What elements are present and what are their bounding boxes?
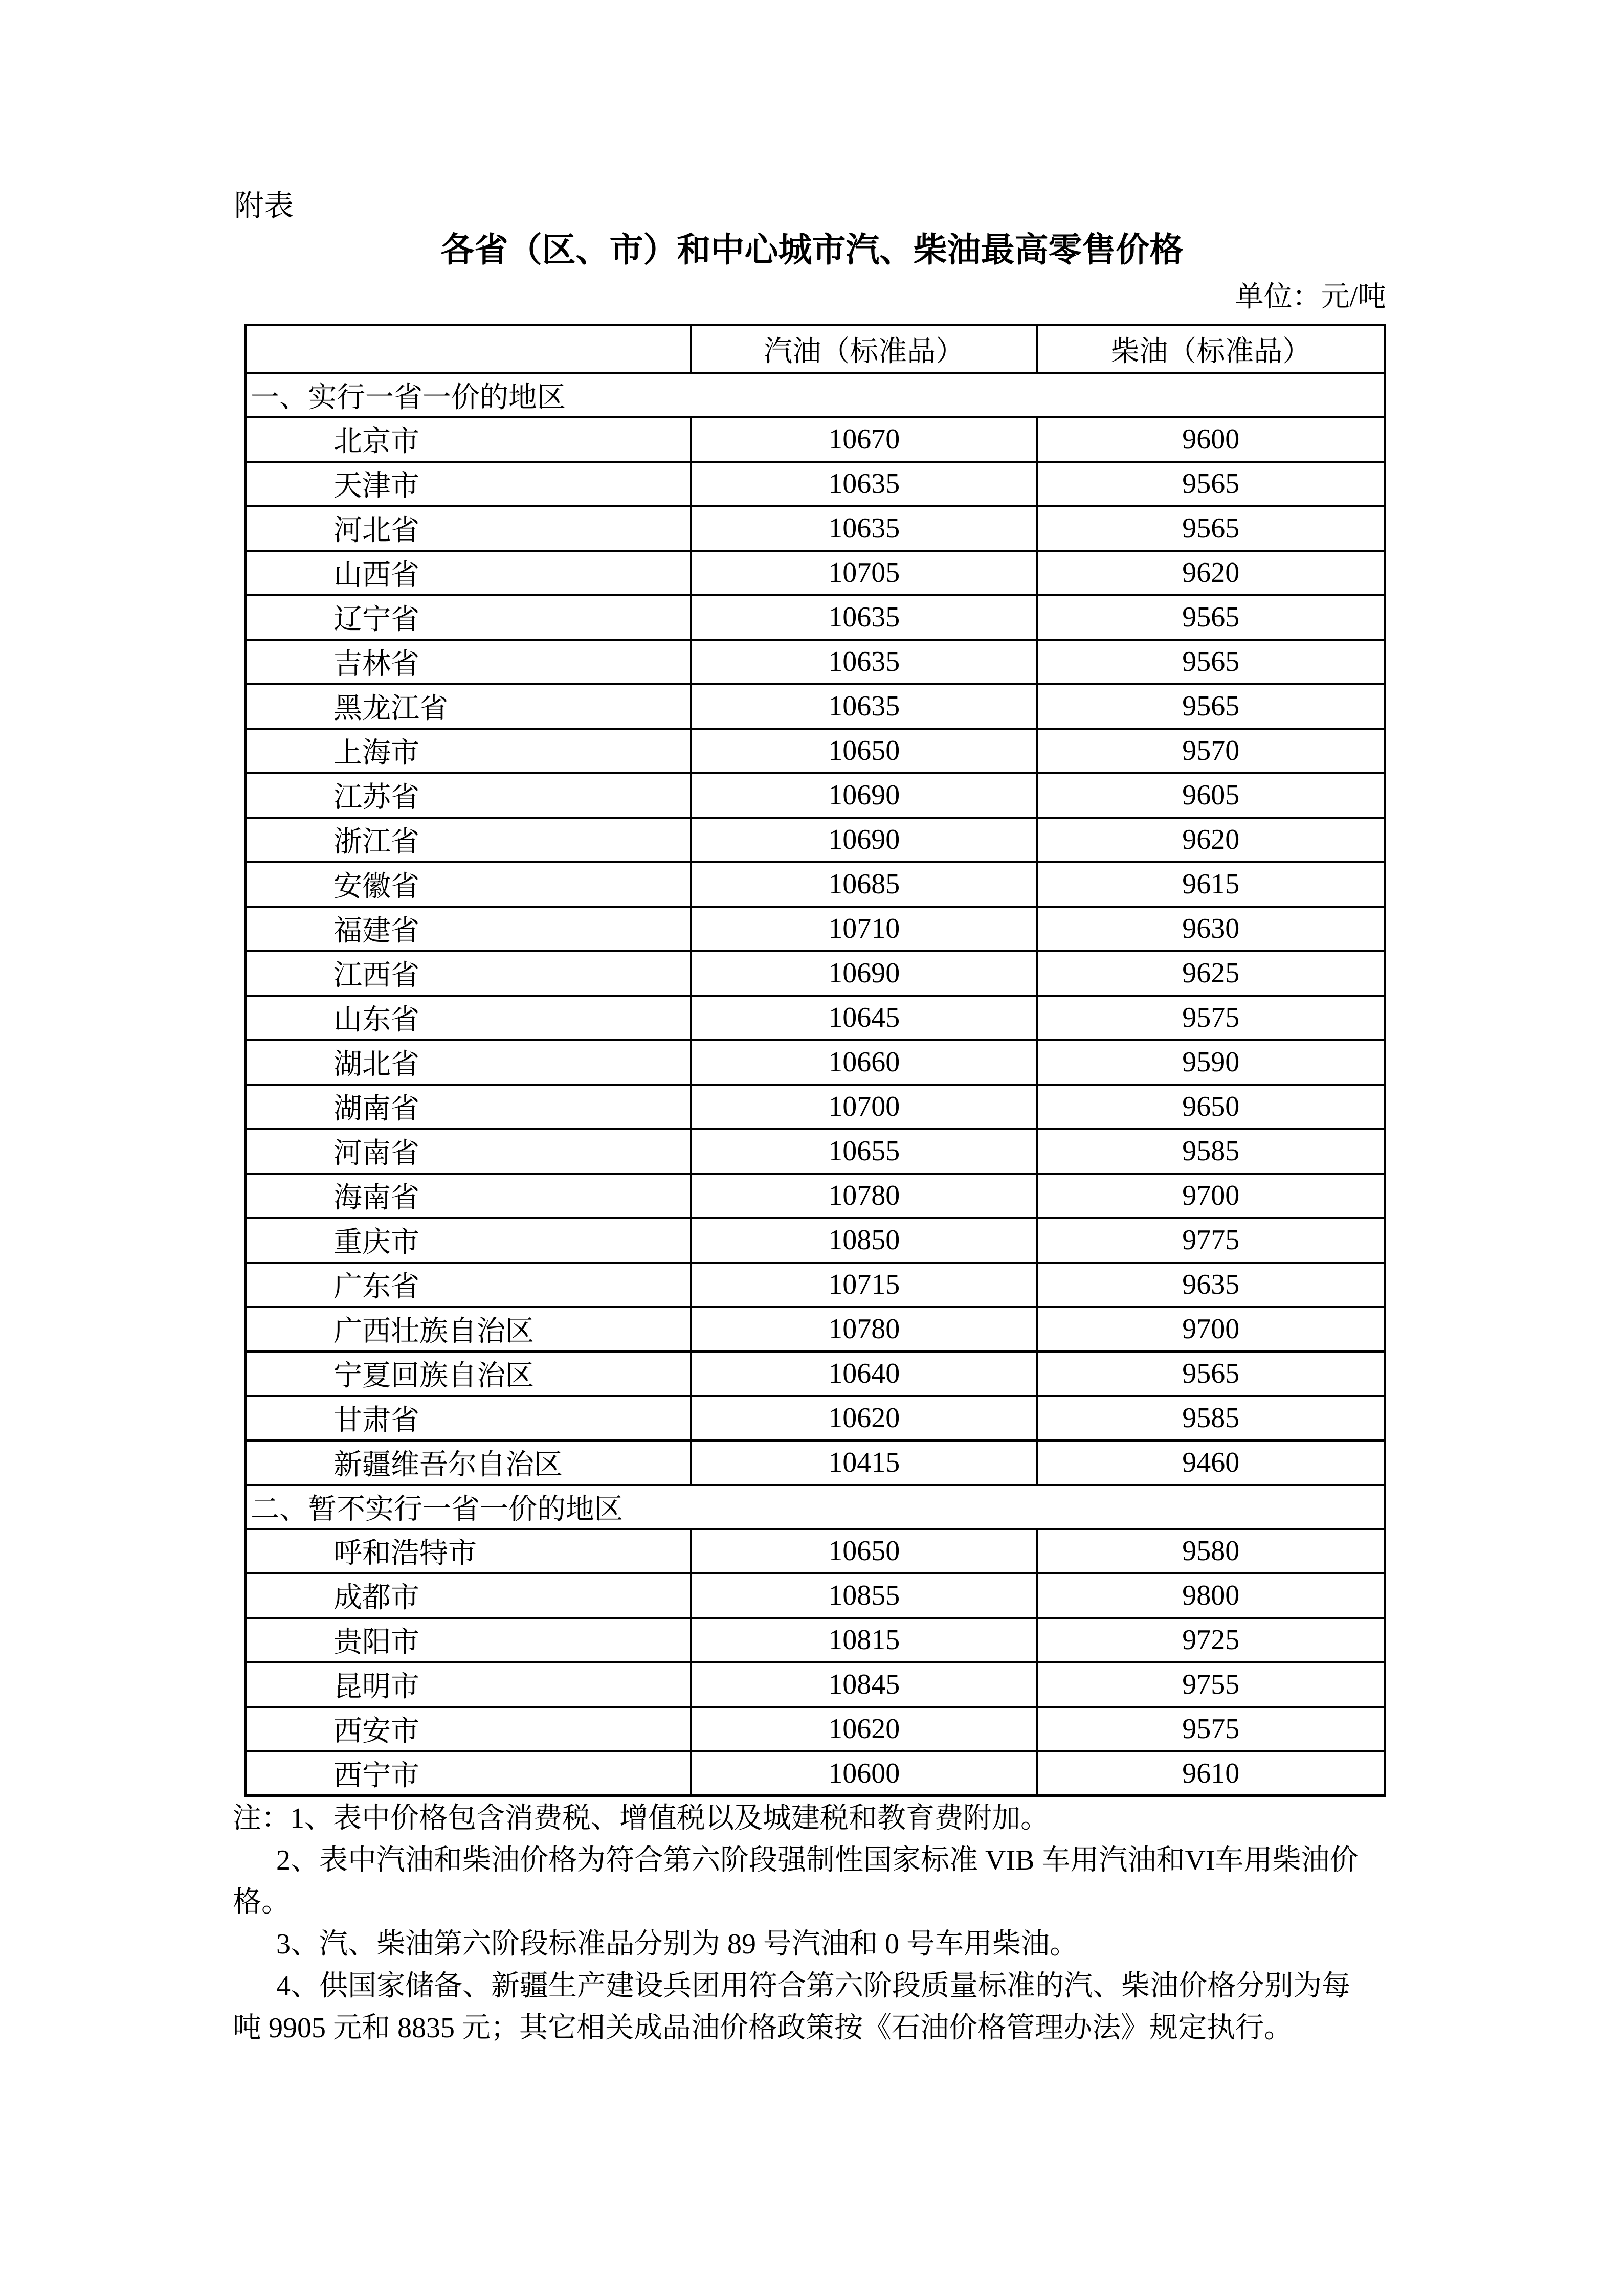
diesel-price-cell: 9605: [1037, 773, 1385, 818]
gasoline-price-cell: 10715: [691, 1263, 1037, 1307]
diesel-price-cell: 9460: [1037, 1440, 1385, 1485]
gasoline-price-cell: 10620: [691, 1396, 1037, 1440]
table-row: [246, 1662, 1385, 1707]
gasoline-price-cell: 10600: [691, 1751, 1037, 1796]
header-gasoline: 汽油（标准品）: [691, 325, 1037, 373]
region-cell: 湖南省: [246, 1085, 691, 1129]
diesel-price-cell: 9615: [1037, 862, 1385, 907]
gasoline-price-cell: 10815: [691, 1618, 1037, 1662]
gasoline-price-cell: 10635: [691, 684, 1037, 729]
region-cell: 重庆市: [246, 1218, 691, 1263]
region-cell: 西宁市: [246, 1751, 691, 1796]
table-row: [246, 462, 1385, 506]
region-cell: 广西壮族自治区: [246, 1307, 691, 1352]
gasoline-price-cell: 10650: [691, 729, 1037, 773]
table-row: [246, 729, 1385, 773]
table-row: [246, 595, 1385, 640]
diesel-price-cell: 9590: [1037, 1040, 1385, 1085]
region-cell: 贵阳市: [246, 1618, 691, 1662]
region-cell: 山西省: [246, 551, 691, 595]
gasoline-price-cell: 10620: [691, 1707, 1037, 1751]
region-cell: 安徽省: [246, 862, 691, 907]
table-row: [246, 506, 1385, 551]
gasoline-price-cell: 10700: [691, 1085, 1037, 1129]
diesel-price-cell: 9625: [1037, 951, 1385, 996]
note-line: 3、汽、柴油第六阶段标准品分别为 89 号汽油和 0 号车用柴油。: [276, 1928, 1078, 1960]
table-body: [246, 373, 1385, 1796]
table-row: [246, 684, 1385, 729]
gasoline-price-cell: 10640: [691, 1352, 1037, 1396]
gasoline-price-cell: 10660: [691, 1040, 1037, 1085]
gasoline-price-cell: 10710: [691, 907, 1037, 951]
unit-label: 单位：元/吨: [1235, 281, 1386, 313]
diesel-price-cell: 9775: [1037, 1218, 1385, 1263]
table-row: [246, 1352, 1385, 1396]
table-row: [246, 1040, 1385, 1085]
diesel-price-cell: 9565: [1037, 595, 1385, 640]
page-title: 各省（区、市）和中心城市汽、柴油最高零售价格: [440, 232, 1184, 269]
region-cell: 西安市: [246, 1707, 691, 1751]
gasoline-price-cell: 10690: [691, 773, 1037, 818]
diesel-price-cell: 9575: [1037, 996, 1385, 1040]
diesel-price-cell: 9800: [1037, 1573, 1385, 1618]
note-line: 4、供国家储备、新疆生产建设兵团用符合第六阶段质量标准的汽、柴油价格分别为每: [276, 1970, 1350, 2002]
table-row: [246, 1174, 1385, 1218]
table-row: [246, 1218, 1385, 1263]
table-row: [246, 417, 1385, 462]
table-row: [246, 1707, 1385, 1751]
region-cell: 甘肃省: [246, 1396, 691, 1440]
section-row: [246, 1485, 1385, 1529]
section-heading: 二、暂不实行一省一价的地区: [246, 1485, 1385, 1529]
region-cell: 辽宁省: [246, 595, 691, 640]
note-line: 2、表中汽油和柴油价格为符合第六阶段强制性国家标准 VIB 车用汽油和VI车用柴油价: [276, 1844, 1359, 1876]
table-row: [246, 551, 1385, 595]
table-row: [246, 1618, 1385, 1662]
region-cell: 江苏省: [246, 773, 691, 818]
diesel-price-cell: 9650: [1037, 1085, 1385, 1129]
table-row: [246, 1307, 1385, 1352]
notes-block: [233, 1797, 1409, 2049]
region-cell: 山东省: [246, 996, 691, 1040]
diesel-price-cell: 9700: [1037, 1174, 1385, 1218]
gasoline-price-cell: 10690: [691, 818, 1037, 862]
table-row: [246, 1440, 1385, 1485]
gasoline-price-cell: 10845: [691, 1662, 1037, 1707]
region-cell: 北京市: [246, 417, 691, 462]
table-row: [246, 1129, 1385, 1174]
region-cell: 呼和浩特市: [246, 1529, 691, 1573]
gasoline-price-cell: 10780: [691, 1307, 1037, 1352]
diesel-price-cell: 9565: [1037, 462, 1385, 506]
gasoline-price-cell: 10415: [691, 1440, 1037, 1485]
table-row: [246, 640, 1385, 684]
gasoline-price-cell: 10690: [691, 951, 1037, 996]
region-cell: 海南省: [246, 1174, 691, 1218]
header-region-blank: [246, 325, 691, 373]
diesel-price-cell: 9570: [1037, 729, 1385, 773]
region-cell: 福建省: [246, 907, 691, 951]
gasoline-price-cell: 10670: [691, 417, 1037, 462]
diesel-price-cell: 9600: [1037, 417, 1385, 462]
diesel-price-cell: 9565: [1037, 1352, 1385, 1396]
region-cell: 上海市: [246, 729, 691, 773]
diesel-price-cell: 9565: [1037, 640, 1385, 684]
diesel-price-cell: 9585: [1037, 1396, 1385, 1440]
region-cell: 湖北省: [246, 1040, 691, 1085]
gasoline-price-cell: 10685: [691, 862, 1037, 907]
region-cell: 昆明市: [246, 1662, 691, 1707]
appendix-label: 附表: [234, 189, 294, 222]
gasoline-price-cell: 10645: [691, 996, 1037, 1040]
region-cell: 黑龙江省: [246, 684, 691, 729]
diesel-price-cell: 9565: [1037, 506, 1385, 551]
gasoline-price-cell: 10780: [691, 1174, 1037, 1218]
diesel-price-cell: 9755: [1037, 1662, 1385, 1707]
region-cell: 天津市: [246, 462, 691, 506]
gasoline-price-cell: 10635: [691, 506, 1037, 551]
price-table: [244, 324, 1386, 1797]
region-cell: 江西省: [246, 951, 691, 996]
region-cell: 广东省: [246, 1263, 691, 1307]
region-cell: 河北省: [246, 506, 691, 551]
note-line: 吨 9905 元和 8835 元；其它相关成品油价格政策按《石油价格管理办法》规定执行。: [233, 2012, 1293, 2044]
gasoline-price-cell: 10635: [691, 462, 1037, 506]
note-line: 注：1、表中价格包含消费税、增值税以及城建税和教育费附加。: [233, 1803, 1049, 1834]
table-header-row: [246, 325, 1385, 373]
gasoline-price-cell: 10850: [691, 1218, 1037, 1263]
region-cell: 成都市: [246, 1573, 691, 1618]
diesel-price-cell: 9725: [1037, 1618, 1385, 1662]
table-row: [246, 1085, 1385, 1129]
table-row: [246, 951, 1385, 996]
section-row: [246, 373, 1385, 417]
diesel-price-cell: 9620: [1037, 551, 1385, 595]
table-row: [246, 1396, 1385, 1440]
gasoline-price-cell: 10855: [691, 1573, 1037, 1618]
gasoline-price-cell: 10655: [691, 1129, 1037, 1174]
diesel-price-cell: 9635: [1037, 1263, 1385, 1307]
region-cell: 河南省: [246, 1129, 691, 1174]
table-row: [246, 907, 1385, 951]
gasoline-price-cell: 10705: [691, 551, 1037, 595]
region-cell: 浙江省: [246, 818, 691, 862]
gasoline-price-cell: 10635: [691, 640, 1037, 684]
diesel-price-cell: 9700: [1037, 1307, 1385, 1352]
diesel-price-cell: 9610: [1037, 1751, 1385, 1796]
table-row: [246, 1529, 1385, 1573]
diesel-price-cell: 9620: [1037, 818, 1385, 862]
table-row: [246, 1751, 1385, 1796]
diesel-price-cell: 9585: [1037, 1129, 1385, 1174]
gasoline-price-cell: 10650: [691, 1529, 1037, 1573]
diesel-price-cell: 9575: [1037, 1707, 1385, 1751]
diesel-price-cell: 9630: [1037, 907, 1385, 951]
gasoline-price-cell: 10635: [691, 595, 1037, 640]
table-row: [246, 996, 1385, 1040]
table-row: [246, 1573, 1385, 1618]
diesel-price-cell: 9565: [1037, 684, 1385, 729]
region-cell: 宁夏回族自治区: [246, 1352, 691, 1396]
region-cell: 新疆维吾尔自治区: [246, 1440, 691, 1485]
table-row: [246, 862, 1385, 907]
header-diesel: 柴油（标准品）: [1037, 325, 1385, 373]
region-cell: 吉林省: [246, 640, 691, 684]
diesel-price-cell: 9580: [1037, 1529, 1385, 1573]
section-heading: 一、实行一省一价的地区: [246, 373, 1385, 417]
table-row: [246, 1263, 1385, 1307]
table-row: [246, 773, 1385, 818]
table-row: [246, 818, 1385, 862]
note-line: 格。: [233, 1886, 290, 1918]
